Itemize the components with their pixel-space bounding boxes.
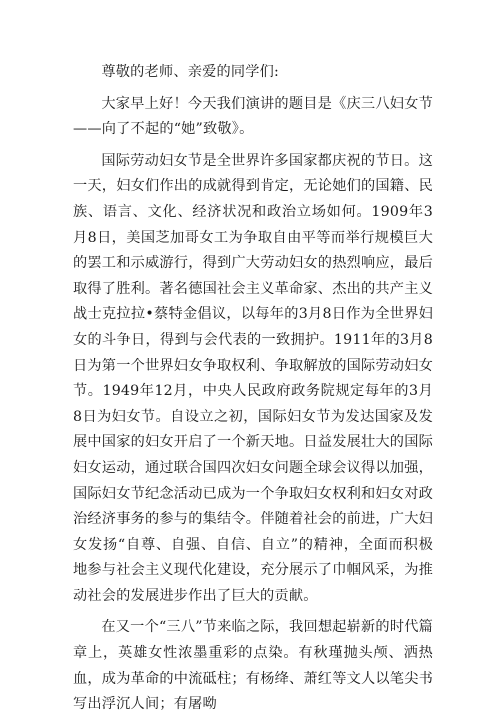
document-body <box>73 60 433 718</box>
paragraph-intro: 大家早上好！今天我们演讲的题目是《庆三八妇女节——向了不起的“她”致敬》。 <box>73 95 433 138</box>
paragraph-history: 国际劳动妇女节是全世界许多国家都庆祝的节日。这一天，妇女们作出的成就得到肯定，无论她们的国籍、民族、语言、文化、经济状况和政治立场如何。1909年3月8日，美国芝加哥女工为争取自由平等而举行规模巨大的罢工和示威游行，得到广大劳动妇女的热烈响应，最后取得了胜利。著名德国社会主义革命家、杰出的共产主义战士克拉拉•蔡特金倡议，以每年的3月8日作为全世界妇女的斗争日，得到与会代表的一致拥护。1911年的3月8日为第一个世界妇女争取权利、争取解放的国际劳动妇女节。1949年12月，中央人民政府政务院规定每年的3月8日为妇女节。自设立之初，国际妇女节为发达国家及发展中国家的妇女开启了一个新天地。日益发展壮大的国际妇女运动，通过联合国四次妇女问题全球会议得以加强，国际妇女节纪念活动已成为一个争取妇女权利和妇女对政治经济事务的参与的集结令。伴随着社会的前进，广大妇女发扬“自尊、自强、自信、自立”的精神，全面而积极地参与社会主义现代化建设，充分展示了巾帼风采，为推动社会的发展进步作出了巨大的贡献。 <box>73 152 433 604</box>
salutation: 尊敬的老师、亲爱的同学们: <box>101 64 280 80</box>
paragraph-tribute: 在又一个“三八”节来临之际，我回想起崭新的时代篇章上，英雄女性浓墨重彩的点染。有秋瑾抛头颅、洒热血，成为革命的中流砥柱；有杨绛、萧红等文人以笔尖书写出浮沉人间；有屠呦 <box>73 619 433 713</box>
